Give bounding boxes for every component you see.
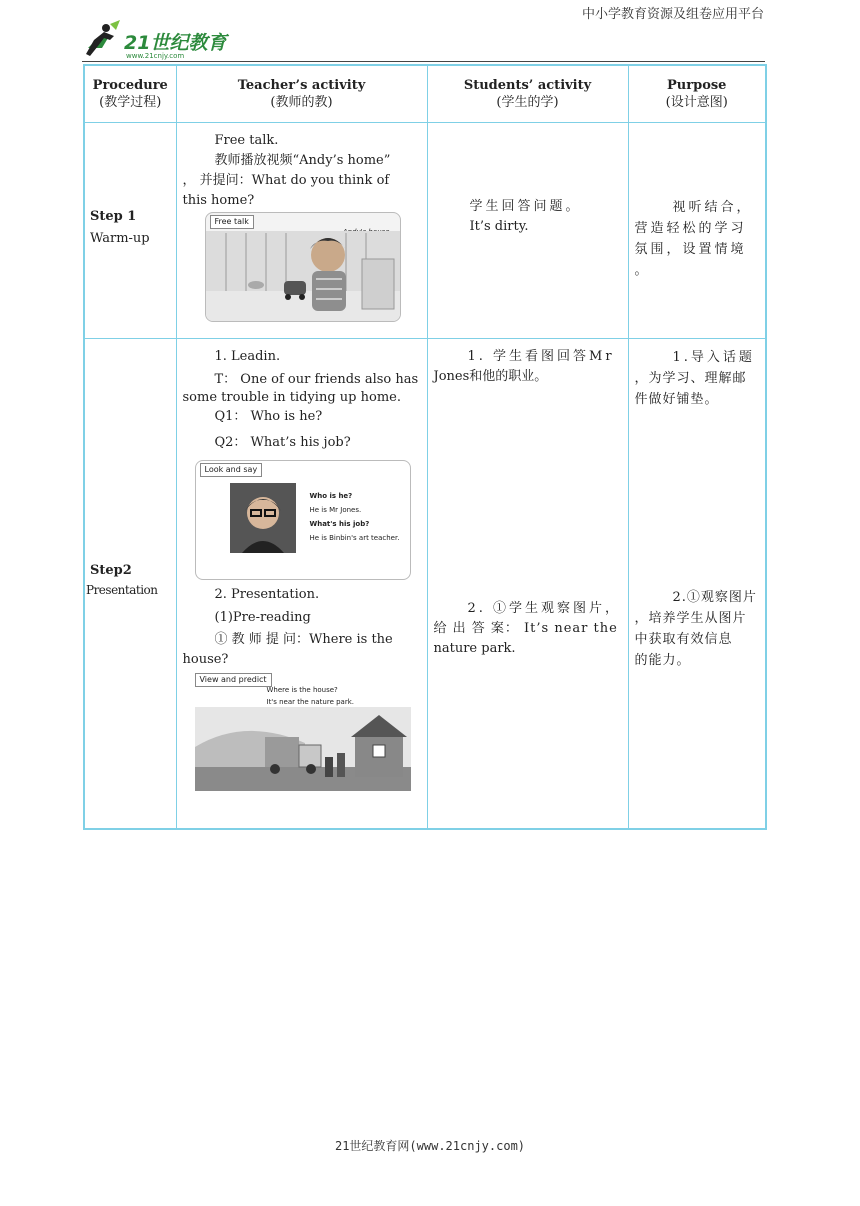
teacher-line: ① 教 师 提 问：Where is the [214, 632, 393, 647]
header-rule [82, 61, 765, 62]
dialog-line: Where is the house? [266, 686, 338, 694]
step1-cell [84, 123, 176, 339]
house-scene-illustration [195, 707, 411, 791]
teacher-line: 2. Presentation. [214, 587, 320, 602]
step1-students-cell [427, 123, 628, 339]
view-and-predict-image [195, 673, 411, 791]
dialog-line: He is Binbin's art teacher. [309, 534, 400, 542]
step2-students-cell [427, 339, 628, 830]
step1-teacher-cell [176, 123, 427, 339]
student-line: 1. 学生看图回答Mr [467, 349, 615, 364]
purpose-line: 2.①观察图片 [672, 590, 757, 605]
teacher-line: Q1： Who is he? [214, 409, 323, 424]
student-line: It’s dirty. [469, 219, 529, 234]
teacher-line: Q2： What’s his job? [214, 435, 351, 450]
teacher-line: T： One of our friends also has [214, 372, 419, 387]
purpose-line: 营造轻松的学习 [634, 221, 747, 236]
image-tag: Free talk [210, 215, 254, 229]
dialog-line: He is Mr Jones. [309, 506, 362, 514]
step1-purpose-cell [628, 123, 766, 339]
student-line: 给 出 答 案： It’s near the [433, 621, 618, 636]
dialog-line: It's near the nature park. [266, 698, 355, 706]
student-line: nature park. [433, 641, 516, 656]
look-and-say-image [195, 460, 411, 580]
header-purpose: Purpose (设计意图) [628, 65, 766, 123]
teacher-line: Free talk. [214, 133, 279, 148]
dialog-line: What's his job? [309, 520, 370, 528]
step2-cell [84, 339, 176, 830]
purpose-line: 视听结合， [672, 200, 753, 215]
purpose-line: ，培养学生从图片 [634, 611, 747, 626]
purpose-line: 中获取有效信息 [634, 632, 733, 647]
purpose-line: 的能力。 [634, 653, 691, 668]
teacher-line: ， 并提问：What do you think of [182, 173, 390, 188]
image-tag: View and predict [195, 673, 272, 687]
teacher-line: this home? [182, 193, 255, 208]
andy-cartoon-illustration [206, 213, 400, 321]
step2-teacher-cell [176, 339, 427, 830]
step2-name: Presentation [86, 583, 158, 597]
logo-url: www.21cnjy.com [126, 52, 185, 60]
footer-text: 21世纪教育网(www.21cnjy.com) [334, 1139, 526, 1153]
image-tag: Look and say [200, 463, 263, 477]
teacher-line: 教师播放视频“Andy’s home” [214, 153, 391, 168]
mr-jones-portrait [230, 483, 296, 553]
step2-title: Step2 [90, 563, 132, 578]
purpose-line: 件做好铺垫。 [634, 392, 719, 407]
teacher-line: some trouble in tidying up home. [182, 390, 401, 405]
header-students: Students’ activity (学生的学) [427, 65, 628, 123]
step1-title: Step 1 [90, 209, 137, 224]
table-header-row [84, 65, 766, 123]
teacher-line: house? [182, 652, 229, 667]
runner-icon [80, 18, 124, 62]
table-row [84, 339, 766, 830]
purpose-line: 1.导入话题 [672, 350, 755, 365]
free-talk-image [205, 212, 401, 322]
teacher-line: 1. Leadin. [214, 349, 281, 364]
lesson-table [83, 64, 767, 830]
header-teacher: Teacher’s activity (教师的教) [176, 65, 427, 123]
step1-name: Warm-up [90, 231, 150, 246]
logo-brand: 21世纪教育 [124, 32, 227, 54]
student-line: 学生回答问题。 [469, 199, 582, 214]
purpose-line: 。 [634, 263, 648, 278]
student-line: 2. ①学生观察图片， [467, 601, 622, 616]
purpose-line: ，为学习、理解邮 [634, 371, 747, 386]
table-row [84, 123, 766, 339]
platform-title: 中小学教育资源及组卷应用平台 [581, 7, 764, 22]
logo [80, 16, 240, 62]
step2-purpose-cell [628, 339, 766, 830]
purpose-line: 氛围，设置情境 [634, 242, 747, 257]
teacher-line: (1)Pre-reading [214, 610, 311, 625]
header-procedure: Procedure (教学过程) [84, 65, 176, 123]
student-line: Jones和他的职业。 [433, 369, 548, 384]
dialog-line: Who is he? [309, 492, 353, 500]
